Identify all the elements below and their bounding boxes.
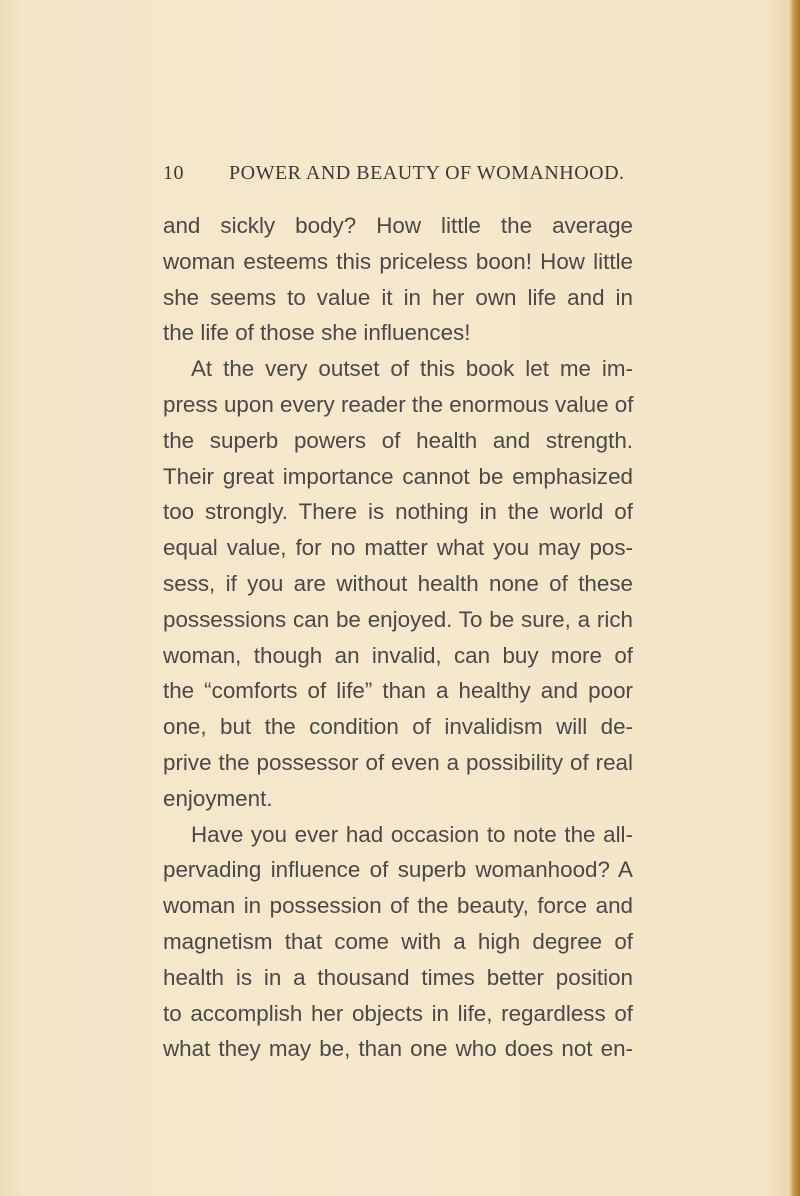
text-line: pervading influence of superb womanhood? A [163, 857, 633, 883]
text-line: the superb powers of health and strength. [163, 427, 633, 453]
text-line: woman esteems this priceless boon! How little [163, 248, 633, 274]
text-line: one, but the condition of invalidism will de- [163, 714, 633, 740]
text-line: At the very outset of this book let me im- [191, 356, 633, 382]
text-line: to accomplish her objects in life, regardless of [163, 1000, 633, 1026]
text-line: enjoyment. [163, 785, 273, 811]
text-line: Have you ever had occasion to note the all- [191, 821, 633, 847]
text-line: possessions can be enjoyed. To be sure, a rich [163, 606, 633, 632]
body-text [163, 208, 633, 1067]
page-edge-binding [790, 0, 800, 1196]
text-line: what they may be, than one who does not en- [163, 1036, 633, 1062]
text-line: prive the possessor of even a possibility of real [163, 749, 633, 775]
text-line: equal value, for no matter what you may pos- [163, 535, 633, 561]
text-line: the “comforts of life” than a healthy and poor [163, 678, 633, 704]
text-line: she seems to value it in her own life and in [163, 284, 633, 310]
text-line: too strongly. There is nothing in the world of [163, 499, 633, 525]
page-header [163, 158, 623, 188]
text-line: and sickly body? How little the average [163, 213, 633, 238]
text-line: woman in possession of the beauty, force and [163, 893, 633, 919]
text-line: magnetism that come with a high degree of [163, 928, 633, 954]
text-line: health is in a thousand times better position [163, 964, 633, 990]
page-number: 10 [163, 162, 184, 184]
text-line: Their great importance cannot be emphasized [163, 463, 633, 489]
text-line: press upon every reader the enormous value of [163, 391, 634, 417]
text-line: sess, if you are without health none of these [163, 570, 633, 596]
running-title: POWER AND BEAUTY OF WOMANHOOD. [229, 162, 625, 184]
text-line: the life of those she influences! [163, 320, 471, 346]
text-line: woman, though an invalid, can buy more of [163, 642, 633, 668]
